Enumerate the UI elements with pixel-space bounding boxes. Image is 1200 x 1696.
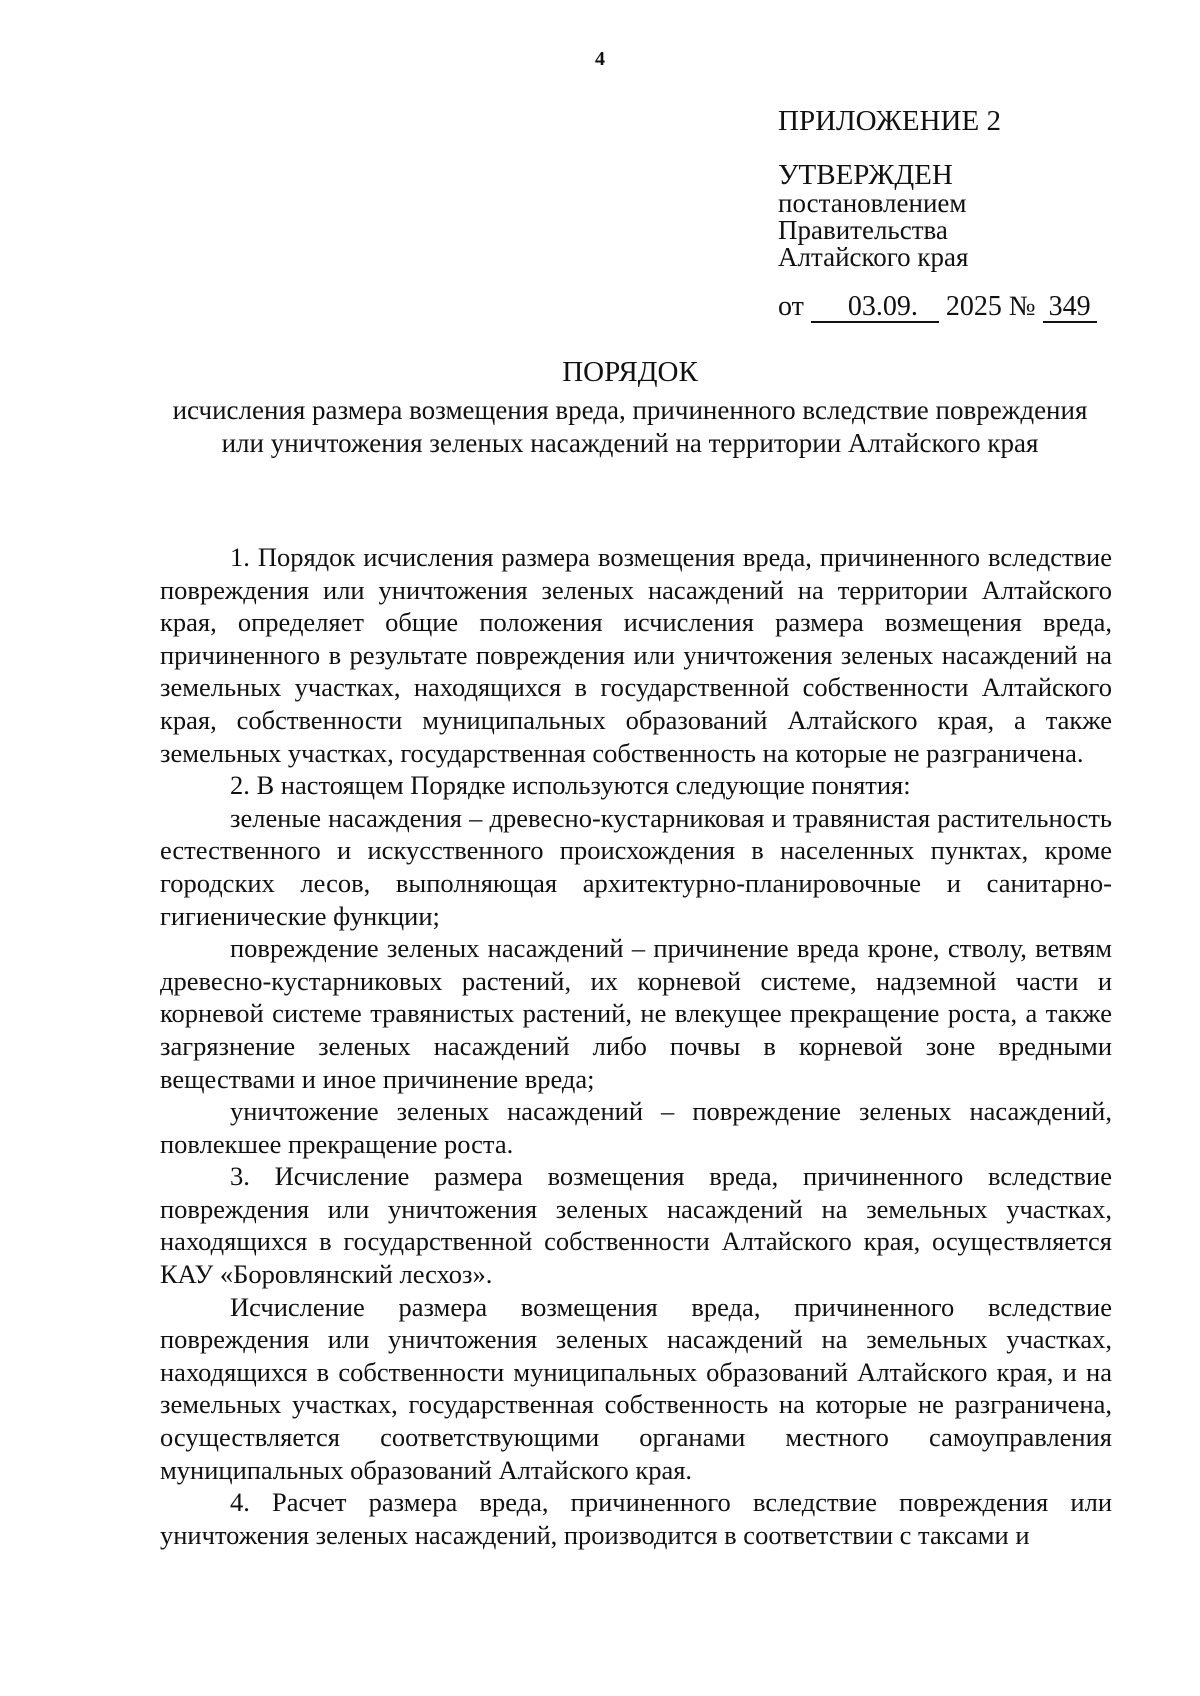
appendix-label: ПРИЛОЖЕНИЕ 2: [778, 105, 1001, 137]
approval-line-3: Алтайского края: [778, 242, 969, 272]
approval-date: 03.09.: [811, 293, 939, 323]
approval-year: 2025: [945, 291, 1002, 322]
document-title: ПОРЯДОК: [562, 356, 698, 388]
approval-block: [778, 105, 1178, 323]
approval-line-1: постановлением: [778, 188, 967, 218]
definition-damage: повреждение зеленых насаждений – причинение вреда кроне, стволу, ветвям древесно-кустарниковых растений, их корневой системе, надземной части и корневой системе травянистых растений, не влекущее прекращение роста, а также загрязнение зеленых насаждений либо почвы в корневой зоне вредными веществами и иное причинение вреда;: [160, 933, 1112, 1094]
paragraph-3-continued: Исчисление размера возмещения вреда, причиненного вследствие повреждения или уничтожения зеленых насаждений на земельных участках, находящихся в собственности муниципальных образований Алтайского края, и на земельных участках, государственная собственность на которые не разграничена, осуществляется соответствующими органами местного самоуправления муниципальных образований Алтайского края.: [160, 1291, 1112, 1485]
approved-label: УТВЕРЖДЕН: [778, 159, 953, 191]
approval-line-2: Правительства: [778, 215, 948, 245]
paragraph-3: 3. Исчисление размера возмещения вреда, причиненного вследствие повреждения или уничтожения зеленых насаждений на земельных участках, находящихся в государственной собственности Алтайского края, осуществляется КАУ «Боровлянский лесхоз».: [160, 1161, 1112, 1290]
approval-date-line: [778, 293, 1178, 323]
paragraph-1: 1. Порядок исчисления размера возмещения вреда, причиненного вследствие повреждения или уничтожения зеленых насаждений на территории Алтайского края, определяет общие положения исчисления размера возмещения вреда, причиненного в результате повреждения или уничтожения зеленых насаждений на земельных участках, находящихся в государственной собственности Алтайского края, собственности муниципальных образований Алтайского края, а также земельных участках, государственная собственность на которые не разграничена.: [160, 542, 1112, 768]
date-prefix: от: [778, 291, 804, 322]
definition-destruction: уничтожение зеленых насаждений – повреждение зеленых насаждений, повлекшее прекращение роста.: [160, 1096, 1112, 1159]
number-sign: №: [1008, 291, 1036, 322]
document-subtitle: исчисления размера возмещения вреда, причиненного вследствие повреждения или уничтожения зеленых насаждений на территории Алтайского края: [172, 395, 1088, 458]
paragraph-2: 2. В настоящем Порядке используются следующие понятия:: [230, 770, 911, 801]
approval-number: 349: [1043, 293, 1097, 323]
paragraph-4: 4. Расчет размера вреда, причиненного вследствие повреждения или уничтожения зеленых насаждений, производится в соответствии с таксами и: [160, 1487, 1112, 1550]
page-number: 4: [595, 48, 605, 70]
document-body: [160, 541, 1112, 1551]
definition-green-spaces: зеленые насаждения – древесно-кустарниковая и травянистая растительность естественного и искусственного происхождения в населенных пунктах, кроме городских лесов, выполняющая архитектурно-планировочные и санитарно-гигиенические функции;: [160, 802, 1112, 931]
